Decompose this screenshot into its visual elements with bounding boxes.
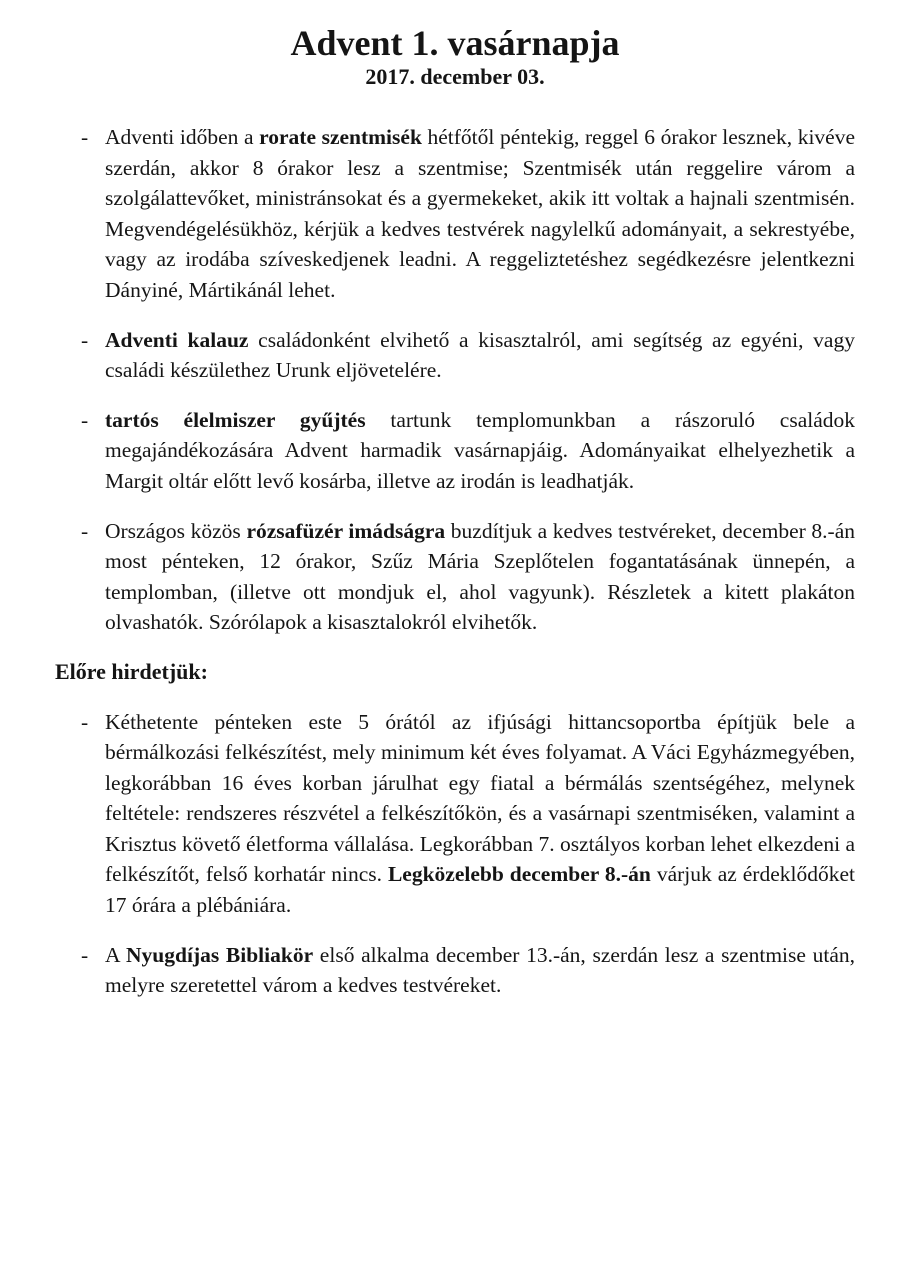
page-subtitle: 2017. december 03.	[365, 64, 545, 89]
bullet-dash: -	[81, 407, 89, 432]
bulleted-paragraph	[55, 325, 855, 386]
bullet-dash: -	[81, 125, 89, 149]
bullet-dash: -	[81, 709, 89, 734]
announcement-list-upcoming	[55, 707, 855, 1001]
text-run: első alkalma december 13.-án, szerdán lesz a szentmise után, melyre szeretettel várom a kedves testvéreket.	[105, 942, 855, 998]
bulleted-paragraph	[55, 405, 855, 497]
bold-text-run: Adventi kalauz	[105, 327, 249, 352]
page-title: Advent 1. vasárnapja	[290, 23, 620, 63]
text-run: hétfőtől péntekig, reggel 6 órakor lesznek, kivéve szerdán, akkor 8 órakor lesz a szentmise; Szentmisék után reggelire várom a szolgálattevőket, ministránsokat és a gyermekeket, akik itt voltak a hajnali szentmisén. Megvendégelésükhöz, kérjük a kedves testvérek nagylelkű adományait, a sekrestyébe, vagy az irodába szíveskedjenek leadni. A reggeliztetéshez segédkezésre jelentkezni Dányiné, Mártikánál lehet.	[105, 125, 856, 302]
announcement-list-main	[55, 122, 855, 638]
text-run: A	[105, 942, 127, 967]
bold-text-run: tartós élelmiszer gyűjtés	[105, 407, 366, 432]
text-run: Országos közös	[105, 518, 247, 543]
text-run: várjuk az érdeklődőket 17 órára a plébániára.	[105, 862, 856, 918]
text-run: buzdítjuk a kedves testvéreket, december 8.-án most pénteken, 12 órakor, Szűz Mária Szeplőtelen fogantatásának ünnepén, a templomban, (illetve ott mondjuk el, ahol vagyunk). Részletek a kitett plakáton olvashatók. Szórólapok a kisasztalokról elvihetők.	[105, 518, 856, 635]
bold-text-run: rózsafüzér imádságra	[246, 518, 446, 543]
text-run: tartunk templomunkban a rászoruló családok megajándékozására Advent harmadik vasárnapjáig. Adományaikat elhelyezhetik a Margit oltár előtt levő kosárba, illetve az irodán is leadhatják.	[105, 407, 855, 493]
bulleted-paragraph	[55, 707, 855, 921]
bold-text-run: rorate szentmisék	[259, 125, 422, 149]
bulleted-paragraph	[55, 516, 855, 638]
section-heading: Előre hirdetjük:	[55, 658, 208, 684]
bullet-dash: -	[81, 327, 89, 352]
bulleted-paragraph	[55, 122, 855, 306]
document-body	[55, 122, 855, 1001]
bullet-dash: -	[81, 942, 89, 967]
text-run: Kéthetente pénteken este 5 órától az ifjúsági hittancsoportba építjük bele a bérmálkozási felkészítést, mely minimum két éves folyamat. A Váci Egyházmegyében, legkorábban 16 éves korban járulhat egy fiatal a bérmálás szentségéhez, melynek feltétele: rendszeres részvétel a felkészítőkön, és a vasárnapi szentmiséken, valamint a Krisztus követő életforma vállalása. Legkorábban 7. osztályos korban lehet elkezdeni a felkészítőt, felső korhatár nincs.	[105, 709, 855, 887]
bullet-dash: -	[81, 518, 89, 543]
bold-text-run: Legközelebb december 8.-án	[387, 862, 651, 887]
text-run: Adventi időben a	[105, 125, 260, 149]
text-run: családonként elvihető a kisasztalról, ami segítség az egyéni, vagy családi készülethez Urunk eljövetelére.	[105, 327, 855, 383]
bold-text-run: Nyugdíjas Bibliakör	[126, 942, 314, 967]
bulleted-paragraph	[55, 940, 855, 1001]
